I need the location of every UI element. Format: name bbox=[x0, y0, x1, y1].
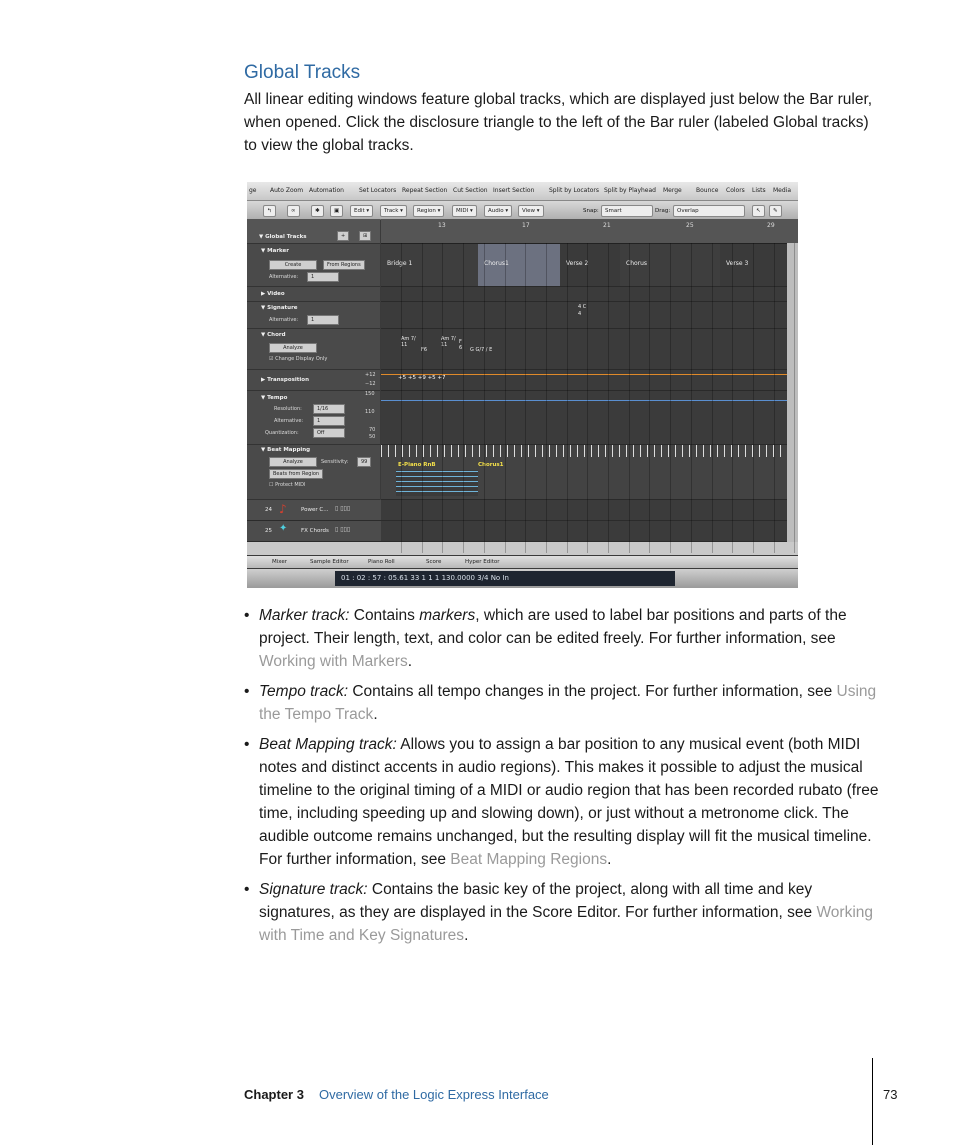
bullet-item: • Marker track: Contains markers, which are used to label bar positions and parts of the project. Their length, text, and color can be edited freely. For further information, see Working with Markers. bbox=[244, 604, 884, 673]
grid-line bbox=[484, 243, 485, 553]
footer-chapter: Chapter 3 bbox=[244, 1087, 304, 1102]
grid-line bbox=[753, 243, 754, 553]
midi-region[interactable] bbox=[396, 470, 478, 496]
transposition-track-header bbox=[247, 370, 380, 391]
main-toolbar bbox=[247, 182, 798, 201]
analyze-button[interactable]: Analyze bbox=[269, 457, 317, 467]
sensitivity-field[interactable]: 99 bbox=[357, 457, 371, 467]
section-heading: Global Tracks bbox=[244, 62, 361, 83]
beat-mapping-track-header bbox=[247, 445, 380, 500]
add-track-button[interactable]: + bbox=[337, 231, 349, 241]
chord-track-header bbox=[247, 329, 380, 370]
protect-midi-checkbox[interactable]: ☐ Protect MIDI bbox=[269, 482, 306, 488]
toolbar-item[interactable]: Media bbox=[773, 187, 792, 194]
grid-line bbox=[401, 243, 402, 553]
catch-icon[interactable]: ✱ bbox=[311, 205, 324, 217]
video-lane[interactable] bbox=[381, 287, 798, 302]
alternative-select[interactable]: 1 bbox=[307, 315, 339, 325]
track-controls[interactable]: ▯ ▯▯▯ bbox=[335, 505, 351, 512]
toolbar-item[interactable]: Automation bbox=[309, 187, 344, 194]
track-controls[interactable]: ▯ ▯▯▯ bbox=[335, 526, 351, 533]
tab-sample-editor[interactable]: Sample Editor bbox=[310, 559, 349, 565]
signature-track-header bbox=[247, 302, 380, 329]
ruler-number: 21 bbox=[603, 222, 611, 229]
snap-label: Snap: bbox=[583, 208, 599, 214]
vertical-scrollbar[interactable] bbox=[787, 243, 798, 542]
marker-region[interactable]: Chorus bbox=[620, 244, 720, 286]
marker-region[interactable]: Verse 3 bbox=[720, 244, 798, 286]
toolbar-item[interactable]: Merge bbox=[663, 187, 682, 194]
video-track-header bbox=[247, 287, 380, 302]
link-using-tempo-track[interactable]: Using the Tempo Track bbox=[259, 683, 877, 723]
global-tracks-config-button[interactable]: ⊞ bbox=[359, 231, 371, 241]
chord-lane[interactable] bbox=[381, 329, 798, 370]
transport-bar bbox=[247, 569, 798, 588]
view-icon[interactable]: ▣ bbox=[330, 205, 343, 217]
tempo-value: 110 bbox=[365, 409, 375, 415]
tab-score[interactable]: Score bbox=[426, 559, 442, 565]
global-tracks-label: ▼ Global Tracks bbox=[259, 234, 307, 240]
marker-region[interactable]: Bridge 1 bbox=[381, 244, 478, 286]
track-lane[interactable] bbox=[381, 521, 798, 541]
alternative-label: Alternative: bbox=[274, 418, 304, 424]
logic-screenshot bbox=[247, 182, 798, 588]
grid-line bbox=[525, 243, 526, 553]
track-name: FX Chords bbox=[301, 528, 329, 534]
chord-label[interactable]: Am 7/ 11 bbox=[441, 336, 456, 348]
toolbar-item[interactable]: Insert Section bbox=[493, 187, 535, 194]
alternative-select[interactable]: 1 bbox=[307, 272, 339, 282]
tempo-line bbox=[381, 400, 798, 401]
global-tracks-header[interactable] bbox=[247, 219, 380, 244]
menu-edit[interactable]: Edit ▾ bbox=[350, 205, 373, 217]
bullet-item: • Signature track: Contains the basic key of the project, along with all time and key signatures, as they are displayed in the Score Editor. For further information, see Working with Time and Key Signatures. bbox=[244, 878, 884, 947]
track-row[interactable] bbox=[247, 500, 798, 521]
tempo-track-header bbox=[247, 391, 380, 445]
signature-title[interactable]: ▼ Signature bbox=[261, 305, 298, 311]
grid-line bbox=[442, 243, 443, 553]
transposition-lane[interactable] bbox=[381, 370, 798, 391]
grid-line bbox=[794, 243, 795, 553]
link-time-key-signatures[interactable]: Working with Time and Key Signatures bbox=[259, 904, 874, 944]
grid-line bbox=[422, 243, 423, 553]
bullet-list bbox=[244, 604, 884, 954]
grid-line bbox=[587, 243, 588, 553]
toolbar-item[interactable]: Set Locators bbox=[359, 187, 397, 194]
resolution-label: Resolution: bbox=[274, 406, 302, 412]
toolbar-item[interactable]: ge bbox=[249, 187, 257, 194]
chord-title[interactable]: ▼ Chord bbox=[261, 332, 286, 338]
toolbar-item[interactable]: Split by Playhead bbox=[604, 187, 656, 194]
analyze-button[interactable]: Analyze bbox=[269, 343, 317, 353]
transposition-min: −12 bbox=[365, 381, 376, 387]
footer-divider bbox=[872, 1058, 873, 1145]
tempo-lane[interactable] bbox=[381, 391, 798, 445]
toolbar-item[interactable]: Lists bbox=[752, 187, 766, 194]
toolbar-item[interactable]: Bounce bbox=[696, 187, 719, 194]
tab-piano-roll[interactable]: Piano Roll bbox=[368, 559, 395, 565]
grid-line bbox=[649, 243, 650, 553]
pointer-tool-icon[interactable]: ↖ bbox=[752, 205, 765, 217]
change-display-checkbox[interactable]: ☑ Change Display Only bbox=[269, 356, 328, 362]
beat-mapping-title[interactable]: ▼ Beat Mapping bbox=[261, 447, 311, 453]
beats-from-region-button[interactable]: Beats from Region bbox=[269, 469, 323, 479]
transposition-values[interactable]: +5 +5 +9 +5 +7 bbox=[398, 375, 446, 381]
fx-icon: ✦ bbox=[279, 523, 288, 534]
menu-view[interactable]: View ▾ bbox=[518, 205, 544, 217]
track-number: 24 bbox=[265, 507, 272, 513]
bullet-dot: • bbox=[244, 683, 250, 700]
marker-region[interactable]: Chorus1 bbox=[478, 244, 560, 286]
menu-region[interactable]: Region ▾ bbox=[413, 205, 444, 217]
transposition-title[interactable]: ▶ Transposition bbox=[261, 377, 309, 383]
grid-line bbox=[774, 243, 775, 553]
tempo-title[interactable]: ▼ Tempo bbox=[261, 395, 288, 401]
bullet-item: • Tempo track: Contains all tempo changes in the project. For further information, see Using the Tempo Track. bbox=[244, 680, 884, 726]
tempo-value: 50 bbox=[369, 434, 376, 440]
link-beat-mapping-regions[interactable]: Beat Mapping Regions bbox=[450, 851, 608, 868]
grid-line bbox=[712, 243, 713, 553]
grid-line bbox=[463, 243, 464, 553]
track-name: Power C... bbox=[301, 507, 329, 513]
link-icon[interactable]: ∞ bbox=[287, 205, 300, 217]
marker-lane[interactable] bbox=[381, 244, 798, 287]
tab-mixer[interactable]: Mixer bbox=[272, 559, 288, 565]
ruler-number: 13 bbox=[438, 222, 446, 229]
grid-line bbox=[670, 243, 671, 553]
grid-line bbox=[567, 243, 568, 553]
signature-value: 4 C bbox=[578, 304, 587, 310]
sensitivity-label: Sensitivity: bbox=[321, 459, 349, 465]
signature-value: 4 bbox=[578, 311, 582, 317]
toolbar-item[interactable]: Cut Section bbox=[453, 187, 488, 194]
toolbar-item[interactable]: Split by Locators bbox=[549, 187, 599, 194]
arrange-toolbar bbox=[247, 201, 798, 220]
track-row[interactable] bbox=[247, 521, 798, 542]
toolbar-item[interactable]: Colors bbox=[726, 187, 745, 194]
resolution-select[interactable]: 1/16 bbox=[313, 404, 345, 414]
grid-line bbox=[608, 243, 609, 553]
alternative-select[interactable]: 1 bbox=[313, 416, 345, 426]
alternative-label: Alternative: bbox=[269, 274, 299, 280]
from-regions-button[interactable]: From Regions bbox=[323, 260, 365, 270]
menu-midi[interactable]: MIDI ▾ bbox=[452, 205, 477, 217]
chord-label[interactable]: F 6 bbox=[459, 339, 463, 351]
tempo-value: 150 bbox=[365, 391, 375, 397]
pencil-tool-icon[interactable]: ✎ bbox=[769, 205, 782, 217]
transposition-max: +12 bbox=[365, 372, 376, 378]
beat-ticks bbox=[381, 445, 798, 457]
grid-line bbox=[505, 243, 506, 553]
region-label: E-Piano RnB bbox=[398, 462, 436, 468]
bullet-dot: • bbox=[244, 736, 250, 753]
link-working-with-markers[interactable]: Working with Markers bbox=[259, 653, 408, 670]
grid-line bbox=[546, 243, 547, 553]
track-number: 25 bbox=[265, 528, 272, 534]
beat-mapping-lane[interactable] bbox=[381, 445, 798, 500]
lcd-display[interactable]: 01 : 02 : 57 : 05.61 33 1 1 1 130.0000 3/4 No In bbox=[335, 571, 675, 586]
menu-track[interactable]: Track ▾ bbox=[380, 205, 407, 217]
guitar-icon: ♪ bbox=[279, 502, 287, 516]
menu-audio[interactable]: Audio ▾ bbox=[484, 205, 512, 217]
bullet-item: • Beat Mapping track: Allows you to assign a bar position to any musical event (both MIDI notes and distinct accents in audio regions). This makes it possible to adjust the musical timeline to the original timing of a MIDI or audio region that has been recorded rubato (free time, including speeding up and slowing down), or just without a metronome click. The audible outcome remains unchanged, but the resulting display will fit the musical timeline. For further information, see Beat Mapping Regions. bbox=[244, 733, 884, 871]
marker-title[interactable]: ▼ Marker bbox=[261, 248, 289, 254]
chord-label[interactable]: G G/7 / E bbox=[470, 347, 493, 353]
grid-line bbox=[629, 243, 630, 553]
ruler-number: 29 bbox=[767, 222, 775, 229]
quantization-label: Quantization: bbox=[265, 430, 299, 436]
video-title[interactable]: ▶ Video bbox=[261, 291, 285, 297]
drag-label: Drag: bbox=[655, 208, 671, 214]
horizontal-scrollbar[interactable] bbox=[247, 542, 798, 555]
tool-button[interactable]: ↰ bbox=[263, 205, 276, 217]
bullet-dot: • bbox=[244, 881, 250, 898]
track-lane[interactable] bbox=[381, 500, 798, 520]
bullet-dot: • bbox=[244, 607, 250, 624]
create-marker-button[interactable]: Create bbox=[269, 260, 317, 270]
quantization-select[interactable]: Off bbox=[313, 428, 345, 438]
chord-label[interactable]: Am 7/ 11 bbox=[401, 336, 416, 348]
alternative-label: Alternative: bbox=[269, 317, 299, 323]
tab-hyper-editor[interactable]: Hyper Editor bbox=[465, 559, 500, 565]
page-number: 73 bbox=[883, 1087, 898, 1102]
ruler-number: 25 bbox=[686, 222, 694, 229]
bar-ruler[interactable] bbox=[381, 219, 798, 244]
footer-chapter-title[interactable]: Overview of the Logic Express Interface bbox=[319, 1087, 549, 1102]
drag-select[interactable]: Overlap bbox=[673, 205, 745, 217]
signature-lane[interactable] bbox=[381, 302, 798, 329]
marker-region[interactable]: Verse 2 bbox=[560, 244, 620, 286]
grid-line bbox=[732, 243, 733, 553]
grid-line bbox=[691, 243, 692, 553]
region-label: Chorus1 bbox=[478, 462, 504, 468]
editor-tabs bbox=[247, 556, 798, 568]
intro-paragraph: All linear editing windows feature global tracks, which are displayed just below the Bar ruler, when opened. Click the disclosure triangle to the left of the Bar ruler (labeled Global tracks) to view the global tracks. bbox=[244, 91, 873, 154]
marker-track-header bbox=[247, 244, 380, 287]
toolbar-item[interactable]: Repeat Section bbox=[402, 187, 448, 194]
chord-label[interactable]: F6 bbox=[421, 347, 428, 353]
snap-select[interactable]: Smart bbox=[601, 205, 653, 217]
tempo-value: 70 bbox=[369, 427, 376, 433]
toolbar-item[interactable]: Auto Zoom bbox=[270, 187, 304, 194]
ruler-number: 17 bbox=[522, 222, 530, 229]
